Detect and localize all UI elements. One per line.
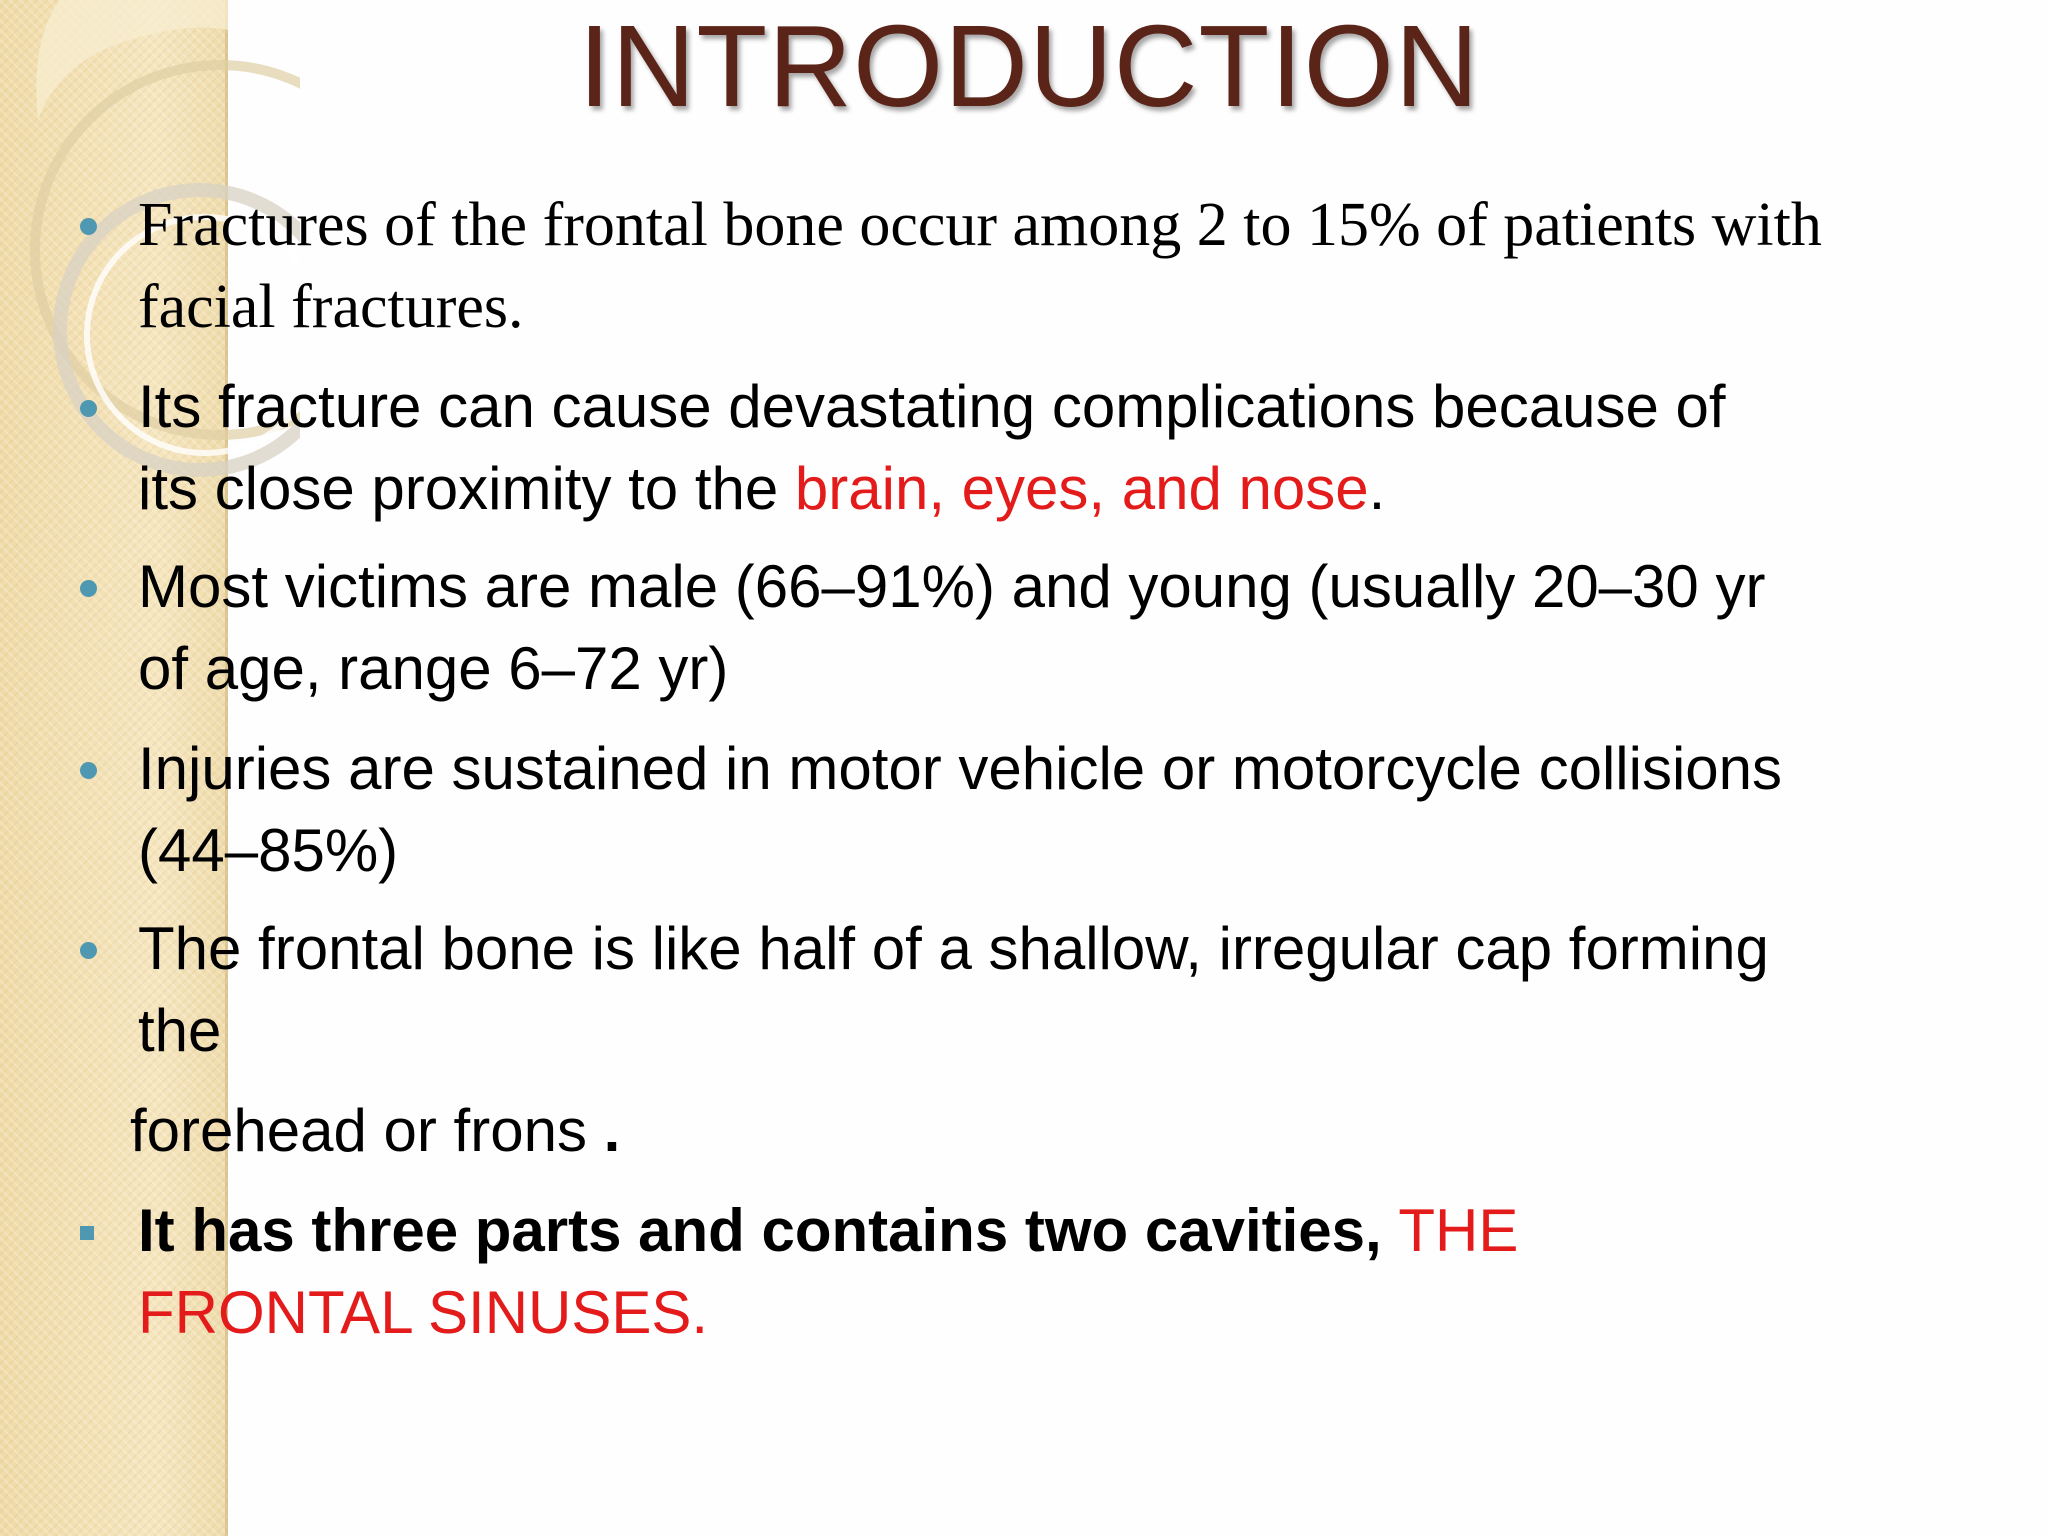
bullet-square-icon xyxy=(80,1226,94,1240)
bullet-2-text: its close proximity to the xyxy=(138,455,795,522)
bullet-dot-icon xyxy=(80,580,97,597)
bullet-item-5 xyxy=(138,908,2038,1072)
bullet-dot-icon xyxy=(80,400,97,417)
continuation-period: . xyxy=(603,1097,621,1164)
bullet-2-line-2 xyxy=(138,448,2038,530)
bullet-5-line-1: The frontal bone is like half of a shallow, irregular cap forming xyxy=(138,915,1769,982)
bullet-6-line-2: FRONTAL SINUSES. xyxy=(138,1279,709,1346)
bullet-4-line-2: (44–85%) xyxy=(138,817,399,884)
bullet-dot-icon xyxy=(80,762,97,779)
continuation-line xyxy=(130,1090,2030,1172)
bullet-item-3 xyxy=(138,546,2038,710)
bullet-1-line-2: facial fractures. xyxy=(138,273,524,341)
bullet-item-2 xyxy=(138,366,2038,530)
bullet-item-1 xyxy=(138,184,2038,348)
bullet-item-4 xyxy=(138,728,2038,892)
bullet-2-line-1: Its fracture can cause devastating complications because of xyxy=(138,373,1726,440)
slide-title: INTRODUCTION xyxy=(578,1,1480,131)
bullet-2-highlight: brain, eyes, and nose xyxy=(794,455,1369,522)
bullet-dot-icon xyxy=(80,218,97,235)
bullet-3-line-2: of age, range 6–72 yr) xyxy=(138,635,729,702)
bullet-1-line-1: Fractures of the frontal bone occur among 2 to 15% of patients with xyxy=(138,191,1822,259)
bullet-dot-icon xyxy=(80,942,97,959)
bullet-6-red-text-1: THE xyxy=(1398,1197,1519,1264)
bullet-4-line-1: Injuries are sustained in motor vehicle or motorcycle collisions xyxy=(138,735,1783,802)
bullet-6-bold-text: It has three parts and contains two cavities, xyxy=(138,1197,1399,1264)
bullet-5-line-2: the xyxy=(138,997,222,1064)
bullet-6-line-1 xyxy=(138,1190,2038,1272)
bullet-item-6 xyxy=(138,1190,2038,1354)
bullet-3-line-1: Most victims are male (66–91%) and young (usually 20–30 yr xyxy=(138,553,1766,620)
continuation-text: forehead or frons xyxy=(130,1097,587,1164)
bullet-2-period: . xyxy=(1368,455,1386,522)
